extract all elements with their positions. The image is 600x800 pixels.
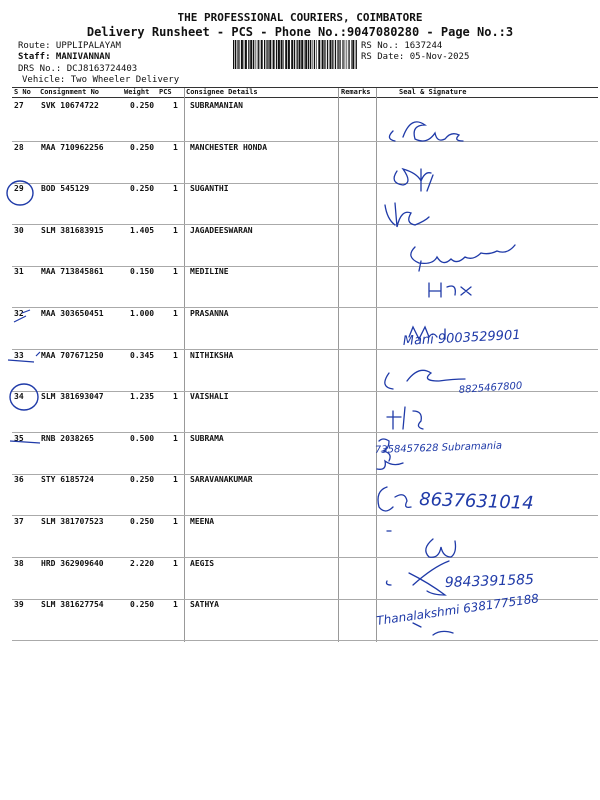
consignment-cell: SVK 10674722 [41, 101, 99, 110]
weight-cell: 0.250 [130, 475, 155, 485]
barcode-bar [347, 40, 348, 69]
pcs-cell: 1 [173, 184, 178, 194]
barcode-bar [244, 40, 245, 69]
barcode-bar [356, 40, 357, 69]
barcode-bar [237, 40, 238, 69]
signature-text-32: Mani 9003529901 [402, 327, 521, 349]
sno-cell: 32 [14, 309, 24, 318]
barcode-bar [269, 40, 271, 69]
rs-number: RS No.: 1637244 [361, 41, 443, 51]
consignment-cell: HRD 362909640 [41, 558, 104, 568]
signature-scribbles [373, 111, 598, 641]
col-header-consignment: Consignment No [40, 88, 100, 96]
consignment-cell: SLM 381707523 [41, 517, 104, 526]
consignee-cell: SUBRAMA [190, 433, 224, 443]
sno-cell: 33 [14, 350, 24, 360]
pcs-cell: 1 [173, 350, 178, 360]
barcode-bar [314, 40, 315, 69]
barcode-bar [342, 40, 343, 69]
sno-cell: 27 [14, 101, 24, 110]
barcode-bar [255, 40, 256, 69]
barcode-bar [299, 40, 301, 69]
barcode-bar [310, 40, 311, 69]
consignment-cell: SLM 381627754 [41, 600, 104, 610]
runsheet-subtitle: Delivery Runsheet - PCS - Phone No.:9047080280 - Page No.:3 [86, 25, 514, 39]
barcode-bar [305, 40, 307, 69]
barcode-bar [250, 40, 252, 69]
sno-cell: 34 [14, 392, 24, 402]
barcode-bar [245, 40, 247, 69]
barcode-bar [312, 40, 313, 69]
sno-cell: 31 [14, 267, 24, 277]
consignee-cell: VAISHALI [190, 392, 229, 402]
barcode-bar [304, 40, 305, 69]
barcode-bar [339, 40, 340, 69]
pcs-cell: 1 [173, 225, 178, 235]
pcs-cell: 1 [173, 101, 178, 110]
weight-cell: 0.250 [130, 184, 155, 194]
col-header-weight: Weight [124, 88, 150, 96]
sno-cell: 39 [14, 600, 24, 610]
weight-cell: 2.220 [130, 558, 155, 568]
barcode-bar [337, 40, 338, 69]
barcode-bar [297, 40, 298, 69]
barcode-bar [291, 40, 293, 69]
sno-cell: 36 [14, 475, 24, 485]
consignee-cell: MEENA [190, 517, 215, 526]
signature-text-36: 8637631014 [418, 489, 535, 514]
consignee-cell: AEGIS [190, 558, 215, 568]
barcode-bar [278, 40, 280, 69]
consignment-cell: SLM 381683915 [41, 225, 104, 235]
barcode-bar [324, 40, 325, 69]
barcode-bar [257, 40, 258, 69]
barcode-bar [327, 40, 328, 69]
signature-text-35: 7358457628 Subramania [374, 440, 503, 456]
barcode-bar [266, 40, 267, 69]
sno-cell: 29 [14, 184, 24, 194]
consignment-cell: MAA 710962256 [41, 142, 104, 152]
pcs-cell: 1 [173, 475, 178, 485]
consignee-cell: JAGADEESWARAN [190, 225, 253, 235]
barcode-bar [322, 40, 324, 69]
barcode-bar [351, 40, 352, 69]
weight-cell: 0.345 [130, 350, 155, 360]
barcode-bar [258, 40, 259, 69]
consignment-cell: BOD 545129 [41, 184, 90, 194]
weight-cell: 0.250 [130, 600, 155, 610]
sno-cell: 35 [14, 433, 24, 443]
barcode-bar [288, 40, 290, 69]
barcode-image [232, 40, 360, 69]
col-header-consignee: Consignee Details [186, 88, 258, 96]
signature-text-38: 9843391585 [444, 571, 535, 591]
barcode-bar [273, 40, 275, 69]
consignment-cell: MAA 707671250 [41, 350, 104, 360]
consignee-cell: NITHIKSHA [190, 350, 234, 360]
barcode-bar [238, 40, 239, 69]
weight-cell: 0.250 [130, 142, 155, 152]
signature-text-39: Thanalakshmi 6381775188 [375, 591, 540, 628]
col-header-pcs: PCS [159, 88, 172, 96]
barcode-bar [301, 40, 303, 69]
consignee-cell: MANCHESTER HONDA [190, 142, 268, 152]
pcs-cell: 1 [173, 309, 178, 318]
barcode-bar [308, 40, 309, 69]
barcode-bar [267, 40, 268, 69]
barcode-bar [316, 40, 317, 69]
signature-text-33: 8825467800 [458, 380, 523, 396]
sno-cell: 30 [14, 225, 24, 235]
header-bottom-rule [12, 97, 598, 98]
col-header-seal: Seal & Signature [399, 88, 467, 96]
barcode-bar [348, 40, 349, 69]
consignment-cell: RNB 2038265 [41, 433, 94, 443]
rs-date: RS Date: 05-Nov-2025 [361, 52, 470, 62]
pcs-cell: 1 [173, 392, 178, 402]
weight-cell: 1.235 [130, 392, 155, 402]
sno-cell: 28 [14, 142, 24, 152]
pcs-cell: 1 [173, 600, 178, 610]
barcode-bar [330, 40, 332, 69]
barcode-bar [294, 40, 295, 69]
consignee-cell: SATHYA [190, 600, 219, 610]
barcode-bar [253, 40, 254, 69]
barcode-bar [281, 40, 283, 69]
pcs-cell: 1 [173, 142, 178, 152]
handwritten-marks [0, 0, 60, 450]
header-top-rule [12, 87, 598, 88]
weight-cell: 0.250 [130, 517, 155, 526]
consignee-cell: MEDILINE [190, 267, 229, 277]
barcode-bar [285, 40, 287, 69]
staff-label: Staff: MANIVANNAN [18, 52, 111, 62]
sno-cell: 38 [14, 558, 24, 568]
barcode-bar [241, 40, 243, 69]
vehicle-label: Vehicle: Two Wheeler Delivery [22, 75, 180, 85]
weight-cell: 0.250 [130, 101, 155, 110]
consignee-cell: SUBRAMANIAN [190, 101, 243, 110]
weight-cell: 1.000 [130, 309, 155, 318]
barcode-bar [318, 40, 320, 69]
weight-cell: 0.500 [130, 433, 155, 443]
company-title: THE PROFESSIONAL COURIERS, COIMBATORE [177, 11, 423, 24]
consignee-cell: SUGANTHI [190, 184, 229, 194]
col-header-remarks: Remarks [341, 88, 371, 96]
pcs-cell: 1 [173, 558, 178, 568]
route-label: Route: UPPLIPALAYAM [18, 41, 121, 51]
barcode-bar [248, 40, 249, 69]
consignee-cell: SARAVANAKUMAR [190, 475, 253, 485]
pcs-cell: 1 [173, 517, 178, 526]
weight-cell: 0.150 [130, 267, 155, 277]
barcode-bar [332, 40, 333, 69]
consignment-cell: STY 6185724 [41, 475, 94, 485]
drs-number: DRS No.: DCJ8163724403 [18, 64, 138, 74]
consignment-cell: SLM 381693047 [41, 392, 104, 402]
consignment-cell: MAA 303650451 [41, 309, 104, 318]
barcode-bar [261, 40, 263, 69]
barcode-bar [264, 40, 265, 69]
sno-cell: 37 [14, 517, 24, 526]
pcs-cell: 1 [173, 267, 178, 277]
consignee-cell: PRASANNA [190, 309, 229, 318]
consignment-cell: MAA 713845861 [41, 267, 104, 277]
barcode-bar [343, 40, 344, 69]
barcode-bar [283, 40, 284, 69]
barcode-bar [335, 40, 336, 69]
barcode-bar [345, 40, 346, 69]
barcode-bar [233, 40, 234, 69]
barcode-bar [235, 40, 236, 69]
weight-cell: 1.405 [130, 225, 155, 235]
barcode-bar [352, 40, 354, 69]
barcode-bar [276, 40, 277, 69]
col-header-sno: S No [14, 88, 31, 96]
pcs-cell: 1 [173, 433, 178, 443]
